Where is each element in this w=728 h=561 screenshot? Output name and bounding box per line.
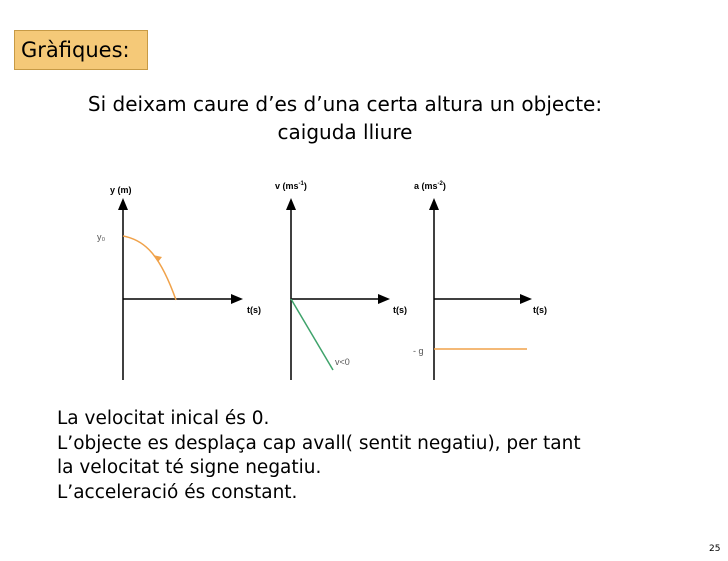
- position-y-label: y (m): [110, 185, 132, 195]
- velocity-graph: [275, 181, 407, 380]
- text-line: La velocitat inical és 0.: [57, 408, 270, 429]
- subtitle-line-2: caiguda lliure: [277, 120, 413, 144]
- acceleration-y-label: a $(ms^{-2})$: [414, 181, 446, 191]
- subtitle-line-1: Si deixam caure d’es d’una certa altura un objecte:: [87, 92, 603, 116]
- velocity-y-label: v $(ms^{-1})$: [275, 181, 307, 191]
- acceleration-y-arrowhead: [429, 198, 439, 210]
- acceleration-line-label: - g: [413, 346, 424, 356]
- position-curve-arrow: [153, 255, 162, 262]
- velocity-y-arrowhead: [286, 198, 296, 210]
- text-line: L’acceleració és constant.: [57, 481, 298, 503]
- position-start-label: y₀: [97, 232, 106, 242]
- velocity-x-arrowhead: [378, 294, 390, 304]
- page-number: 25: [709, 544, 721, 554]
- position-curve: [123, 236, 176, 300]
- position-x-label: t(s): [247, 305, 261, 315]
- position-y-arrowhead: [118, 198, 128, 210]
- explanation-text: [57, 407, 697, 505]
- acceleration-x-label: t(s): [533, 305, 547, 315]
- slide-title: Gràfiques:: [14, 30, 148, 70]
- position-graph: [97, 185, 261, 380]
- acceleration-x-arrowhead: [520, 294, 532, 304]
- position-x-arrowhead: [231, 294, 243, 304]
- velocity-x-label: t(s): [393, 305, 407, 315]
- text-line: L’objecte es desplaça cap avall( sentit negatiu), per tant: [57, 432, 581, 454]
- velocity-line-label: v<0: [335, 357, 350, 367]
- text-line: la velocitat té signe negatiu.: [57, 457, 322, 478]
- acceleration-graph: [413, 181, 547, 380]
- velocity-line: [291, 299, 333, 370]
